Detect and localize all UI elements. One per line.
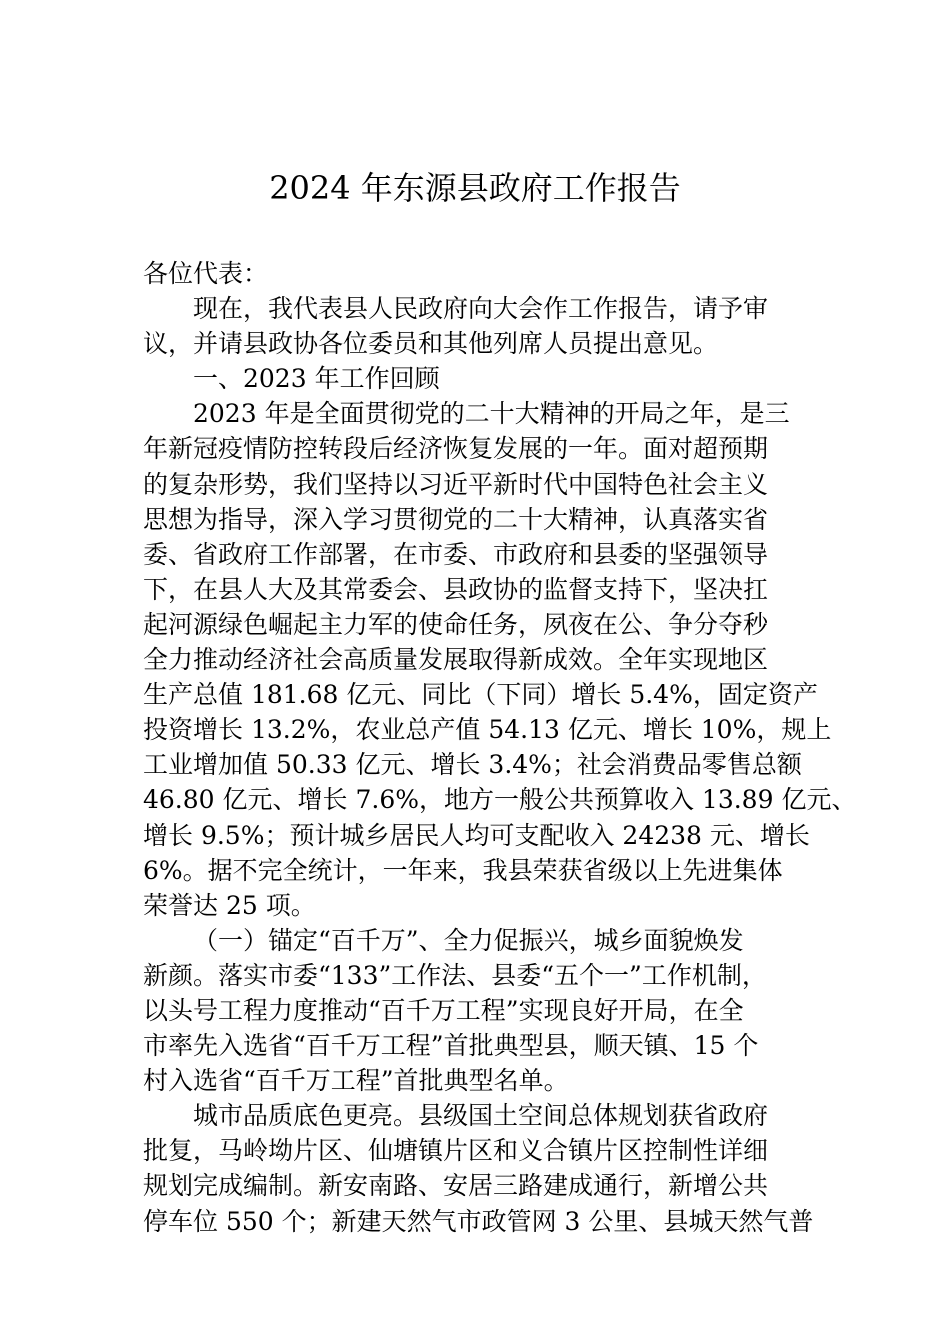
text-line: 议，并请县政协各位委员和其他列席人员提出意见。 [143,329,719,359]
text-line: 现在，我代表县人民政府向大会作工作报告，请予审 [193,294,769,324]
text-line: 各位代表： [143,259,269,288]
text-line: 荣誉达 25 项。 [143,890,316,920]
text-line: 全力推动经济社会高质量发展取得新成效。全年实现地区 [143,645,769,675]
text-line: 工业增加值 50.33 亿元、增长 3.4%；社会消费品零售总额 [143,750,802,780]
document-title: 2024 年东源县政府工作报告 [269,169,681,207]
text-line: 6%。据不完全统计，一年来，我县荣获省级以上先进集体 [143,855,783,885]
text-line: 增长 9.5%；预计城乡居民人均可支配收入 24238 元、增长 [143,820,810,850]
text-line: （一）锚定“百千万”、全力促振兴，城乡面貌焕发 [193,925,744,955]
text-line: 规划完成编制。新安南路、安居三路建成通行，新增公共 [143,1171,769,1201]
text-line: 新颜。落实市委“133”工作法、县委“五个一”工作机制， [143,960,767,990]
text-line: 起河源绿色崛起主力军的使命任务，夙夜在公、争分夺秒 [143,609,769,639]
text-line: 停车位 550 个；新建天然气市政管网 3 公里、县城天然气普 [143,1206,814,1236]
text-line: 生产总值 181.68 亿元、同比（下同）增长 5.4%，固定资产 [143,680,818,710]
text-line: 城市品质底色更亮。县级国土空间总体规划获省政府 [193,1101,769,1131]
text-line: 的复杂形势，我们坚持以习近平新时代中国特色社会主义 [143,469,769,499]
text-line: 市率先入选省“百千万工程”首批典型县，顺天镇、15 个 [143,1031,759,1061]
text-line: 一、2023 年工作回顾 [193,364,440,394]
text-line: 村入选省“百千万工程”首批典型名单。 [143,1066,569,1096]
text-line: 思想为指导，深入学习贯彻党的二十大精神，认真落实省 [143,504,769,534]
text-line: 46.80 亿元、增长 7.6%，地方一般公共预算收入 13.89 亿元、 [143,785,857,815]
text-line: 年新冠疫情防控转段后经济恢复发展的一年。面对超预期 [143,434,769,464]
text-line: 下，在县人大及其常委会、县政协的监督支持下，坚决扛 [143,574,769,604]
text-line: 批复，马岭坳片区、仙塘镇片区和义合镇片区控制性详细 [143,1136,769,1166]
text-line: 2023 年是全面贯彻党的二十大精神的开局之年，是三 [193,399,790,429]
text-line: 委、省政府工作部署，在市委、市政府和县委的坚强领导 [143,539,769,569]
text-line: 投资增长 13.2%，农业总产值 54.13 亿元、增长 10%，规上 [143,715,832,745]
text-line: 以头号工程力度推动“百千万工程”实现良好开局，在全 [143,995,744,1025]
document-body [143,256,857,1239]
